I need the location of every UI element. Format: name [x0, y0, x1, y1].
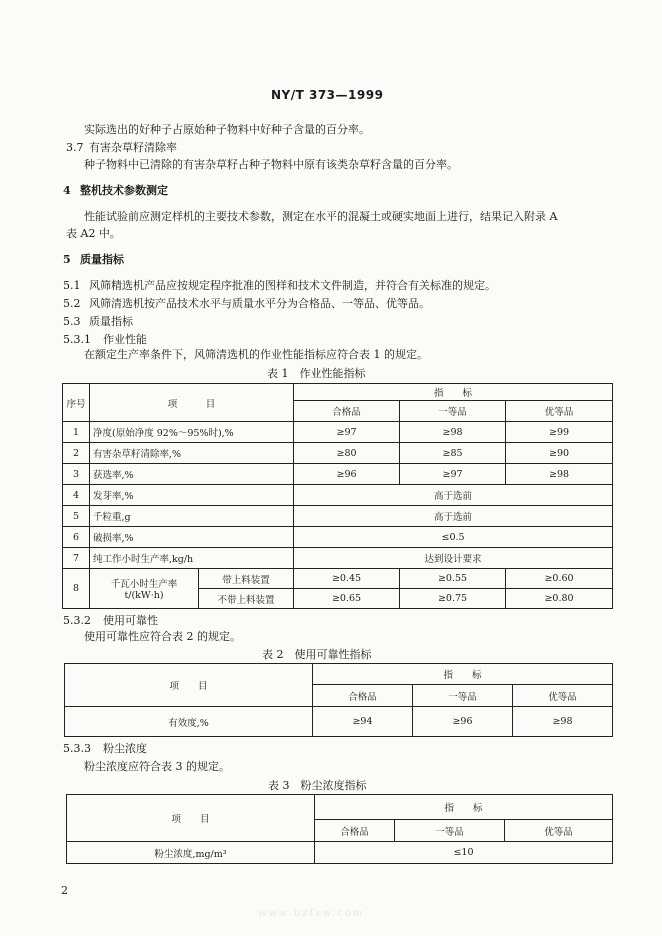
- table1-cell-qualified: ≥0.45: [294, 569, 400, 589]
- table1-header-qualified: 合格品: [294, 401, 400, 422]
- section-5-3-3-text: 粉尘浓度应符合表 3 的规定。: [84, 760, 230, 773]
- table1-cell-excellent: ≥0.60: [506, 569, 613, 589]
- watermark: www.bzfxw.com: [258, 908, 365, 919]
- table3-cell-value: ≤10: [315, 842, 613, 864]
- section-5-3-3-number: 5.3.3: [63, 742, 91, 755]
- table1-cell-first: ≥0.55: [400, 569, 506, 589]
- table-row: [63, 464, 613, 485]
- section-5-title: 质量指标: [80, 253, 124, 266]
- table-row: [63, 527, 613, 548]
- table1-cell-first: ≥0.75: [400, 589, 506, 609]
- table3-header-first: 一等品: [395, 820, 505, 842]
- table1-cell-merged: 高于选前: [294, 506, 613, 527]
- section-5-3-title: 质量指标: [89, 315, 133, 328]
- section-5-3-2-title: 使用可靠性: [103, 614, 158, 627]
- table1-cell-excellent: ≥98: [506, 464, 613, 485]
- table3-cell-item: 粉尘浓度,mg/m³: [67, 842, 315, 864]
- table1-cell-excellent: ≥99: [506, 422, 613, 443]
- table1-cell-item: 破损率,%: [90, 527, 294, 548]
- section-5-3-2-number: 5.3.2: [63, 614, 91, 627]
- section-5-3-1-title: 作业性能: [103, 333, 147, 346]
- table1-cell-qualified: ≥0.65: [294, 589, 400, 609]
- table-row: [65, 707, 613, 737]
- table-row: [63, 548, 613, 569]
- table1-cell-excellent: ≥0.80: [506, 589, 613, 609]
- table1-cell-no: 8: [63, 569, 90, 609]
- table1-cell-qualified: ≥80: [294, 443, 400, 464]
- table1-cell-qualified: ≥97: [294, 422, 400, 443]
- table-row: [63, 443, 613, 464]
- table1-cell-item: 获选率,%: [90, 464, 294, 485]
- table-row: [63, 422, 613, 443]
- paragraph-continued: 实际选出的好种子占原始种子物料中好种子含量的百分率。: [84, 123, 370, 136]
- table2-header-item: 项 目: [65, 664, 313, 707]
- table1-cell-first: ≥98: [400, 422, 506, 443]
- section-5-number: 5: [63, 253, 71, 266]
- table1-header-first: 一等品: [400, 401, 506, 422]
- table1-cell-item: 发芽率,%: [90, 485, 294, 506]
- section-3-7-title: 有害杂草籽清除率: [89, 141, 177, 154]
- table-row: [63, 506, 613, 527]
- table3-header-excellent: 优等品: [505, 820, 613, 842]
- section-3-7-text: 种子物料中已清除的有害杂草籽占种子物料中原有该类杂草籽含量的百分率。: [84, 158, 458, 171]
- table1-header-excellent: 优等品: [506, 401, 613, 422]
- table-row: [63, 485, 613, 506]
- table1-cell-no: 2: [63, 443, 90, 464]
- section-4-number: 4: [63, 184, 71, 197]
- table1-caption: 表 1 作业性能指标: [267, 367, 366, 380]
- table1-cell-merged: 达到设计要求: [294, 548, 613, 569]
- table1-productivity-label: 千瓦小时生产率: [110, 579, 178, 590]
- section-5-2-text: 风筛清选机按产品技术水平与质量水平分为合格品、一等品、优等品。: [89, 297, 430, 310]
- section-5-3-3-title: 粉尘浓度: [103, 742, 147, 755]
- table1-cell-item: 有害杂草籽清除率,%: [90, 443, 294, 464]
- table2-cell-excellent: ≥98: [513, 707, 613, 737]
- table2: [64, 663, 613, 737]
- table1-cell-subitem: 带上料装置: [199, 569, 294, 589]
- table1-cell-no: 4: [63, 485, 90, 506]
- table1-cell-excellent: ≥90: [506, 443, 613, 464]
- table-row: [67, 842, 613, 864]
- table2-header-index: 指 标: [313, 664, 613, 685]
- table2-header-qualified: 合格品: [313, 685, 413, 707]
- table1-cell-item: 净度(原始净度 92%～95%时),%: [90, 422, 294, 443]
- table3: [66, 794, 613, 864]
- table1-cell-first: ≥97: [400, 464, 506, 485]
- table1-cell-no: 3: [63, 464, 90, 485]
- table2-cell-item: 有效度,%: [65, 707, 313, 737]
- section-5-1-number: 5.1: [63, 279, 81, 292]
- table1-header-item: 项 目: [90, 384, 294, 422]
- section-4-text-line1: 性能试验前应测定样机的主要技术参数，测定在水平的混凝土或硬实地面上进行，结果记入附录 A: [84, 210, 558, 223]
- table2-header-excellent: 优等品: [513, 685, 613, 707]
- table1-productivity-unit: t/(kW·h): [124, 590, 164, 601]
- table1-cell-no: 6: [63, 527, 90, 548]
- table1-header-no: 序号: [63, 384, 90, 422]
- section-4-title: 整机技术参数测定: [80, 184, 168, 197]
- table2-caption: 表 2 使用可靠性指标: [262, 648, 372, 661]
- section-4-text-line2: 表 A2 中。: [66, 227, 121, 240]
- table1-cell-merged: ≤0.5: [294, 527, 613, 548]
- section-5-3-1-text: 在额定生产率条件下，风筛清选机的作业性能指标应符合表 1 的规定。: [84, 348, 428, 361]
- section-5-3-2-text: 使用可靠性应符合表 2 的规定。: [84, 630, 241, 643]
- table2-header-first: 一等品: [413, 685, 513, 707]
- section-5-2-number: 5.2: [63, 297, 81, 310]
- table1-cell-first: ≥85: [400, 443, 506, 464]
- table3-caption: 表 3 粉尘浓度指标: [268, 779, 367, 792]
- table1-cell-no: 1: [63, 422, 90, 443]
- table1-cell-qualified: ≥96: [294, 464, 400, 485]
- table3-header-qualified: 合格品: [315, 820, 395, 842]
- table1: [62, 383, 613, 609]
- table1-cell-item-productivity: [90, 569, 199, 609]
- section-5-3-number: 5.3: [63, 315, 81, 328]
- table3-header-index: 指 标: [315, 795, 613, 820]
- section-5-1-text: 风筛精选机产品应按规定程序批准的图样和技术文件制造，并符合有关标准的规定。: [89, 279, 496, 292]
- document-header: NY/T 373—1999: [271, 88, 384, 102]
- table3-header-item: 项 目: [67, 795, 315, 842]
- table1-cell-merged: 高于选前: [294, 485, 613, 506]
- table1-cell-no: 7: [63, 548, 90, 569]
- table1-cell-item: 千粒重,g: [90, 506, 294, 527]
- table-row: [63, 569, 613, 589]
- section-3-7-number: 3.7: [66, 141, 84, 154]
- table1-cell-subitem: 不带上料装置: [199, 589, 294, 609]
- table1-cell-no: 5: [63, 506, 90, 527]
- table1-header-index: 指 标: [294, 384, 613, 401]
- table1-cell-item: 纯工作小时生产率,kg/h: [90, 548, 294, 569]
- page-number: 2: [61, 884, 68, 897]
- table2-cell-first: ≥96: [413, 707, 513, 737]
- section-5-3-1-number: 5.3.1: [63, 333, 91, 346]
- table2-cell-qualified: ≥94: [313, 707, 413, 737]
